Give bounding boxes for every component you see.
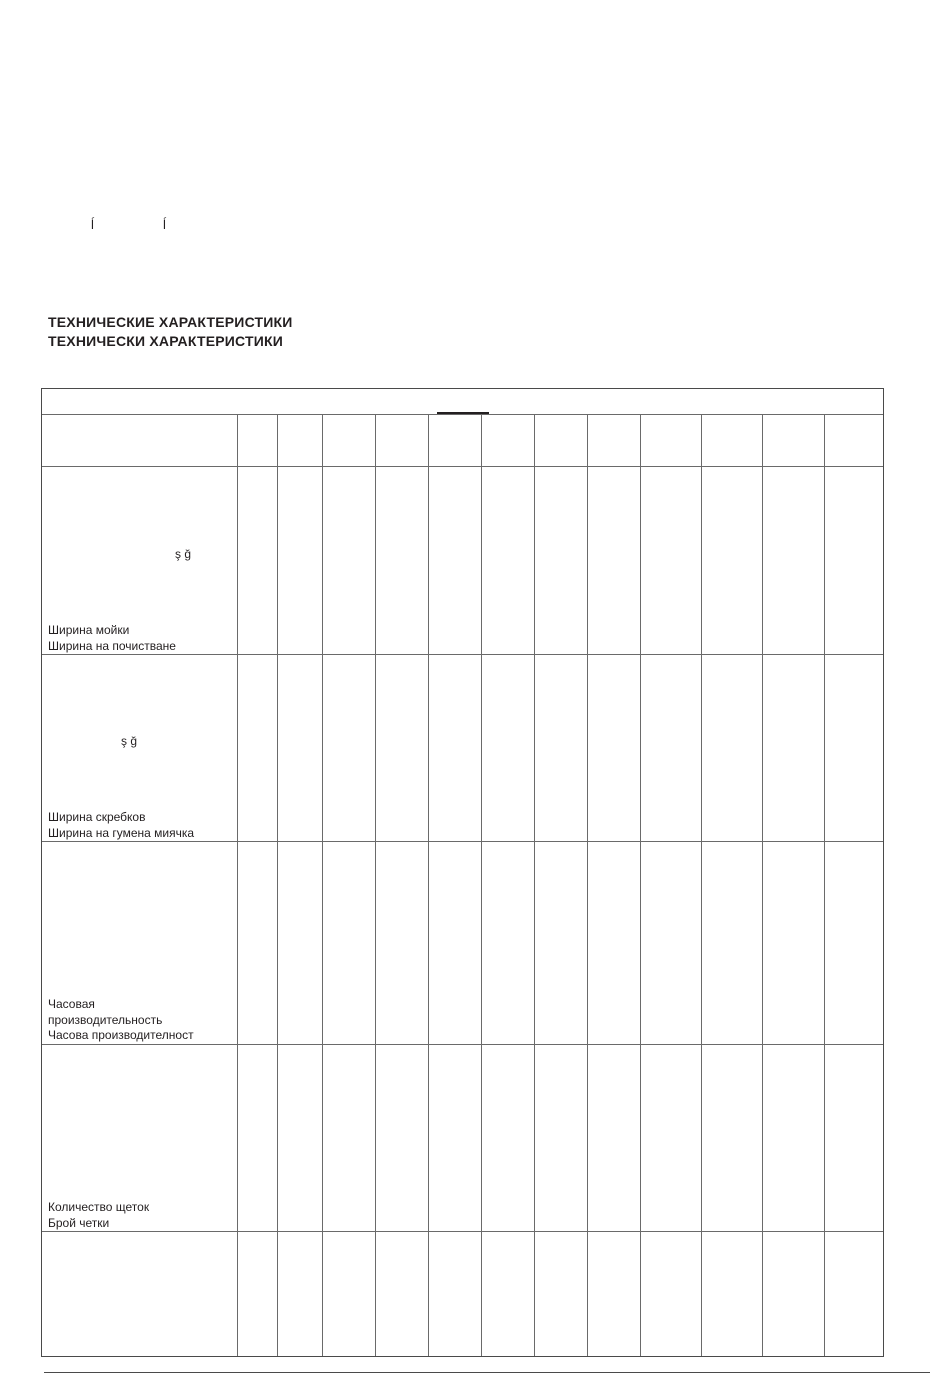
header-top-rule <box>42 414 883 415</box>
row-label-brush-count: Количество щеток Брой четки <box>48 1200 150 1230</box>
footer-rule <box>44 1372 930 1373</box>
column-rule <box>277 415 278 1356</box>
column-rule <box>640 415 641 1356</box>
column-rule <box>762 415 763 1356</box>
column-rule <box>428 415 429 1356</box>
row-label-squeegee-width: Ширина скребков Ширина на гумена миячка <box>48 810 195 840</box>
top-mark-2: ĺ <box>163 217 166 232</box>
column-rule <box>534 415 535 1356</box>
row-label-cleaning-width: Ширина мойки Ширина на почистване <box>48 623 176 653</box>
specifications-table <box>41 388 884 1357</box>
row-divider-4 <box>42 1231 883 1232</box>
row-divider-3 <box>42 1044 883 1045</box>
section-heading <box>48 313 293 351</box>
row-divider-2 <box>42 841 883 842</box>
column-rule <box>701 415 702 1356</box>
column-rule <box>375 415 376 1356</box>
heading-bulgarian: ТЕХНИЧЕСКИ ХАРАКТЕРИСТИКИ <box>48 333 284 349</box>
header-bottom-rule <box>42 466 883 467</box>
column-rule <box>322 415 323 1356</box>
column-rule <box>587 415 588 1356</box>
heading-russian: ТЕХНИЧЕСКИЕ ХАРАКТЕРИСТИКИ <box>48 314 293 330</box>
row-label-hourly-productivity: Часовая производительность Часова производителност <box>48 997 194 1042</box>
row-divider-1 <box>42 654 883 655</box>
row-glyph-marks: ş ğ <box>121 734 138 748</box>
column-rule <box>481 415 482 1356</box>
top-mark-1: ĺ <box>91 217 94 232</box>
column-rule <box>824 415 825 1356</box>
row-glyph-marks: ş ğ <box>175 547 192 561</box>
